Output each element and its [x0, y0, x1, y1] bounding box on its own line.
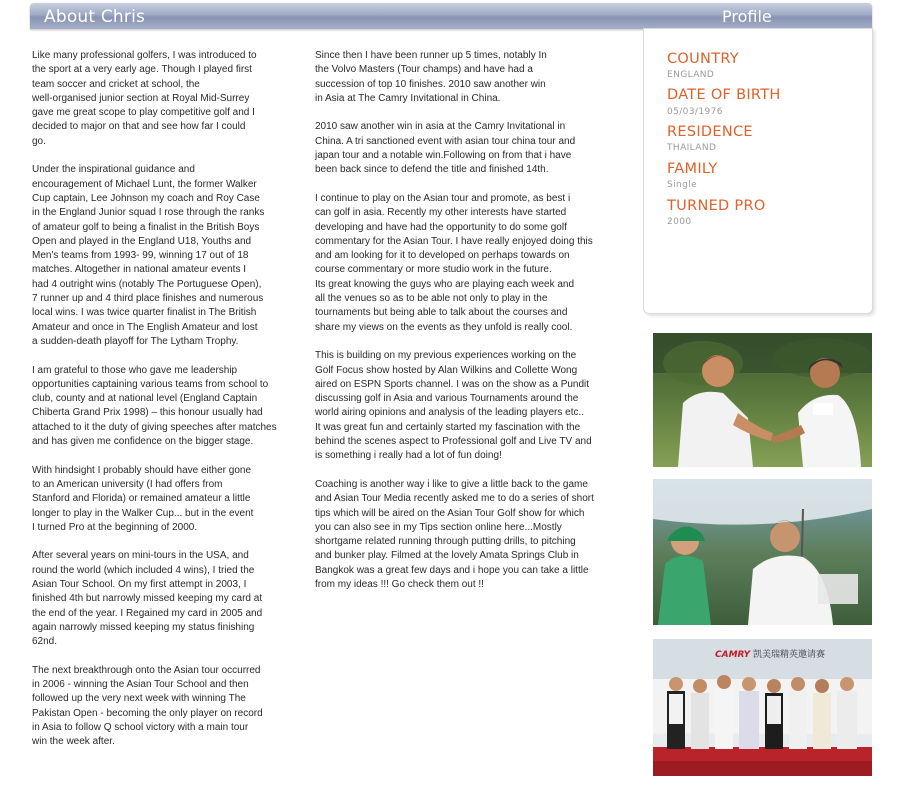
banner-title-text: 凯美瑞精英邀请赛: [753, 650, 826, 660]
family-label: FAMILY: [667, 161, 718, 177]
photo-group-ceremony: [653, 639, 872, 776]
banner-brand-text: CAMRY: [715, 650, 751, 660]
turned-pro-label: TURNED PRO: [667, 198, 766, 214]
bio-paragraph: With hindsight I probably should have either gone to an American university (I had offers from Stanford and Florida) or remained amateur a little longer to play in the Walker Cup... but in the event I turned Pro at the beginning of 2000.: [32, 464, 254, 533]
bio-paragraph: Coaching is another way i like to give a little back to the game and Asian Tour Media recently asked me to do a series of short tips which will be aired on the Asian Tour Golf show for which you can also see in my Tips section online here...Mostly shortgame related running through putting drills, to pitching and bunker play. Filmed at the lovely Amata Springs Club in Bangkok was a great few days and i hope you can take a little from my ideas !!! Go check them out !!: [315, 478, 594, 590]
dob-value: 05/03/1976: [667, 107, 723, 117]
bio-paragraph: I continue to play on the Asian tour and promote, as best i can golf in asia. Recently my other interests have started developing and have had the opportunity to do some golf commentary for the Asian Tour. I have really enjoyed doing this and am looking for it to developed on perhaps towards on course commentary or more studio work in the future. Its great knowing the guys who are playing each week and all the venues so as to be able not only to play in the tournaments but being able to talk about the courses and share my views on the events as they unfold is really cool.: [315, 192, 593, 333]
country-value: ENGLAND: [667, 70, 715, 80]
bio-paragraph: The next breakthrough onto the Asian tour occurred in 2006 - winning the Asian Tour School and then followed up the very next week with winning The Pakistan Open - becoming the only player on record in Asia to follow Q school victory with a main tour win the week after.: [32, 664, 263, 748]
bio-paragraph: Since then I have been runner up 5 times, notably In the Volvo Masters (Tour champs) and have had a succession of top 10 finishes. 2010 saw another win in Asia at The Camry Invitational in China.: [315, 50, 547, 104]
bio-paragraph: 2010 saw another win in asia at the Camry Invitational in China. A tri sanctioned event with asian tour china tour and japan tour and a notable win.Following on from that i have been back since to defend the title and finished 14th.: [315, 121, 576, 176]
profile-heading: Profile: [722, 7, 772, 26]
page-title: About Chris: [44, 7, 146, 27]
country-label: COUNTRY: [667, 51, 739, 67]
bio-paragraph: Like many professional golfers, I was introduced to the sport at a very early age. Though I played first team soccer and cricket at school, the well-organised junior section at Royal Mid-Surrey gave me great scope to play competitive golf and I decided to major on that and see how far I could go.: [32, 50, 257, 147]
bio-column-left: [32, 49, 277, 764]
bio-column-right: [315, 49, 607, 607]
photo-handshake: [653, 333, 872, 467]
residence-label: RESIDENCE: [667, 124, 753, 140]
bio-paragraph: Under the inspirational guidance and encouragement of Michael Lunt, the former Walker Cup captain, Lee Johnson my coach and Roy Case in the England Junior squad I rose through the ranks of amateur golf to being a finalist in the British Boys Open and played in the England U18, Youths and Men's teams from 1993- 99, winning 17 out of 18 matches. Altogether in national amateur events I had 4 outright wins (notably The Portuguese Open), 7 runner up and 4 third place finishes and numerous local wins. I was twice quarter finalist in The British Amateur and once in The English Amateur and lost a sudden-death playoff for The Lytham Trophy.: [32, 164, 265, 347]
bio-paragraph: After several years on mini-tours in the USA, and round the world (which included 4 wins), I tried the Asian Tour School. On my first attempt in 2003, I finished 4th but narrowly missed keeping my card at the end of the year. I Regained my card in 2005 and again narrowly missed keeping my status finishing 62nd.: [32, 550, 263, 648]
profile-panel: [643, 28, 873, 314]
dob-label: DATE OF BIRTH: [667, 87, 781, 103]
residence-value: THAILAND: [667, 143, 717, 153]
photo-umbrella: [653, 479, 872, 625]
turned-pro-value: 2000: [667, 217, 692, 227]
bio-paragraph: I am grateful to those who gave me leadership opportunities captaining various teams from school to club, county and at national level (England Captain Chiberta Grand Prix 1998) – this honour usually had attached to it the duty of giving speeches after matches and has given me confidence on the bigger stage.: [32, 364, 277, 448]
family-value: Single: [667, 180, 698, 190]
header-bar: [30, 3, 872, 29]
bio-paragraph: This is building on my previous experiences working on the Golf Focus show hosted by Alan Wilkins and Collette Wong aired on ESPN Sports channel. I was on the show as a Pundit discussing golf in Asia and various Tournaments around the world airing opinions and analysis of the leading players etc.. It was great fun and certainly started my fascination with the behind the scenes aspect to Professional golf and Live TV and is something i really had a lot of fun doing!: [315, 350, 592, 462]
